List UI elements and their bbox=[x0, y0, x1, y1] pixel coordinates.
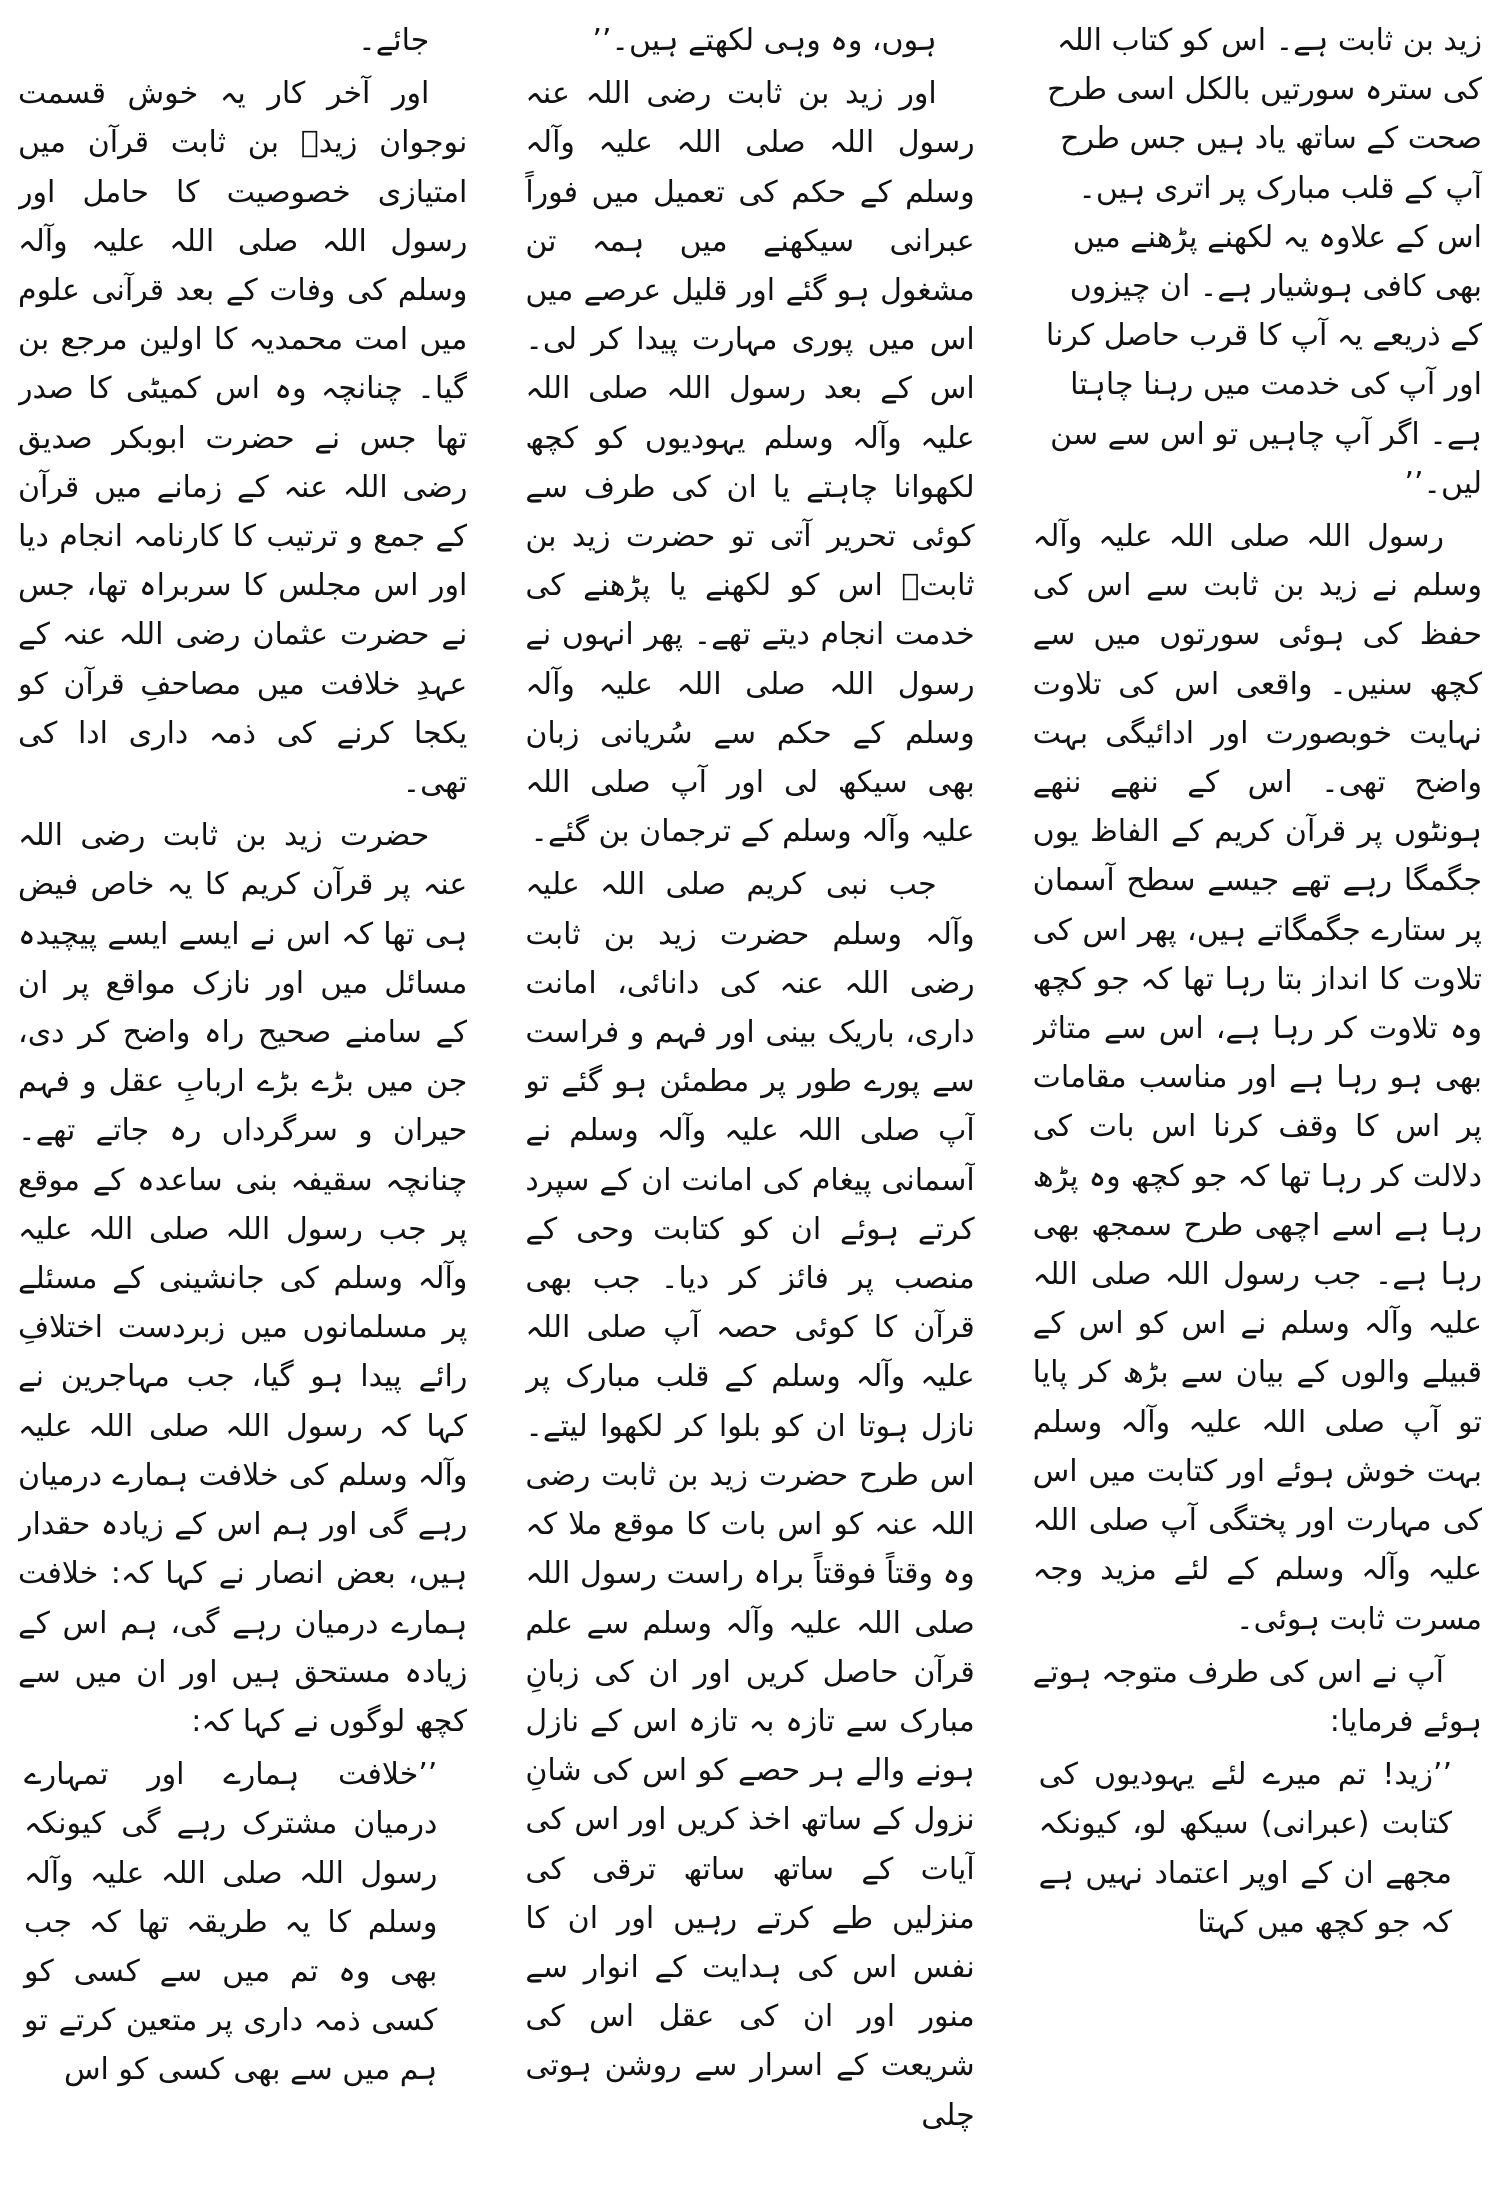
paragraph: ہوں، وہ وہی لکھتے ہیں۔’’ bbox=[592, 23, 937, 58]
page bbox=[18, 16, 1482, 2184]
quotation: ’’زید! تم میرے لئے یہودیوں کی کتابت (عبرانی) سیکھ لو، کیونکہ مجھے ان کے اوپر اعتماد نہیں ہے کہ جو کچھ میں کہتا bbox=[1038, 1757, 1452, 1940]
paragraph: جب نبی کریم صلی اللہ علیہ وآلہ وسلم حضرت زید بن ثابت رضی اللہ عنہ کی دانائی، امانت داری، باریک بینی اور فہم و فراست سے پورے طور پر مطمئن ہو گئے تو آپ صلی اللہ علیہ وآلہ وسلم نے آسمانی پیغام کی امانت ان کے سپرد کرتے ہوئے ان کو کتابت وحی کے منصب پر فائز کر دیا۔ جب بھی قرآن کا کوئی حصہ آپ صلی اللہ علیہ وآلہ وسلم کے قلب مبارک پر نازل ہوتا ان کو بلوا کر لکھوا لیتے۔ اس طرح حضرت زید بن ثابت رضی اللہ عنہ کو اس بات کا موقع ملا کہ وہ وقتاً فوقتاً براہ راست رسول اللہ صلی اللہ علیہ وآلہ وسلم سے علم قرآن حاصل کریں اور ان کی زبانِ مبارک سے تازہ بہ تازہ اس کے نازل ہونے والے ہر حصے کو اس کی شانِ نزول کے ساتھ اخذ کریں اور اس کی آیات کے ساتھ ساتھ ترقی کی منزلیں طے کرتے رہیں اور ان کا نفس اس کی ہدایت کے انوار سے منور اور ان کی عقل اس کی شریعت کے اسرار سے روشن ہوتی چلی bbox=[525, 867, 975, 2133]
paragraph: حضرت زید بن ثابت رضی اللہ عنہ پر قرآن کریم کا یہ خاص فیض ہی تھا کہ اس نے ایسے ایسے پیچیدہ مسائل میں اور نازک مواقع پر ان کے سامنے صحیح راہ واضح کر دی، جن میں بڑے بڑے اربابِ عقل و فہم حیران و سرگرداں رہ جاتے تھے۔ چنانچہ سقیفہ بنی ساعدہ کے موقع پر جب رسول اللہ صلی اللہ علیہ وآلہ وسلم کی جانشینی کے مسئلے پر مسلمانوں میں زبردست اختلافِ رائے پیدا ہو گیا، جب مہاجرین نے کہا کہ رسول اللہ صلی اللہ علیہ وآلہ وسلم کی خلافت ہمارے درمیان رہے گی اور ہم اس کے زیادہ حقدار ہیں، بعض انصار نے کہا کہ: خلافت ہمارے درمیان رہے گی، ہم اس کے زیادہ مستحق ہیں اور ان میں سے کچھ لوگوں نے کہا کہ: bbox=[18, 818, 468, 1739]
paragraph: اور آخر کار یہ خوش قسمت نوجوان زیدؓ بن ثابت قرآن میں امتیازی خصوصیت کا حامل اور رسول اللہ صلی اللہ علیہ وآلہ وسلم کی وفات کے بعد قرآنی علوم میں امت محمدیہ کا اولین مرجع بن گیا۔ چنانچہ وہ اس کمیٹی کا صدر تھا جس نے حضرت ابوبکر صدیق رضی اللہ عنہ کے زمانے میں قرآن کے جمع و ترتیب کا کارنامہ انجام دیا اور اس مجلس کا سربراہ تھا، جس نے حضرت عثمان رضی اللہ عنہ کے عہدِ خلافت میں مصاحفِ قرآن کو یکجا کرنے کی ذمہ داری ادا کی تھی۔ bbox=[18, 76, 468, 801]
paragraph: اور زید بن ثابت رضی اللہ عنہ رسول اللہ صلی اللہ علیہ وآلہ وسلم کے حکم کی تعمیل میں فوراً عبرانی سیکھنے میں ہمہ تن مشغول ہو گئے اور قلیل عرصے میں اس میں پوری مہارت پیدا کر لی۔ اس کے بعد رسول اللہ صلی اللہ علیہ وآلہ وسلم یہودیوں کو کچھ لکھوانا چاہتے یا ان کی طرف سے کوئی تحریر آتی تو حضرت زید بن ثابتؓ اس کو لکھنے یا پڑھنے کی خدمت انجام دیتے تھے۔ پھر انہوں نے رسول اللہ صلی اللہ علیہ وآلہ وسلم کے حکم سے سُریانی زبان بھی سیکھ لی اور آپ صلی اللہ علیہ وآلہ وسلم کے ترجمان بن گئے۔ bbox=[525, 76, 975, 850]
text-column-right bbox=[1033, 16, 1482, 2184]
text-column-middle bbox=[525, 16, 974, 2184]
paragraph: رسول اللہ صلی اللہ علیہ وآلہ وسلم نے زید بن ثابت سے اس کی حفظ کی ہوئی سورتوں میں سے کچھ سنیں۔ واقعی اس کی تلاوت نہایت خوبصورت اور ادائیگی بہت واضح تھی۔ اس کے ننھے ننھے ہونٹوں پر قرآن کریم کے الفاظ یوں جگمگا رہے تھے جیسے سطح آسمان پر ستارے جگمگاتے ہیں، پھر اس کی تلاوت کا انداز بتا رہا تھا کہ جو کچھ وہ تلاوت کر رہا ہے، اس سے متاثر بھی ہو رہا ہے اور مناسب مقامات پر اس کا وقف کرنا اس بات کی دلالت کر رہا تھا کہ جو کچھ وہ پڑھ رہا ہے اسے اچھی طرح سمجھ بھی رہا ہے۔ جب رسول اللہ صلی اللہ علیہ وآلہ وسلم نے اس کو اس کے قبیلے والوں کے بیان سے بڑھ کر پایا تو آپ صلی اللہ علیہ وآلہ وسلم بہت خوش ہوئے اور کتابت میں اس کی مہارت اور پختگی آپ صلی اللہ علیہ وآلہ وسلم کے لئے مزید وجہ مسرت ثابت ہوئی۔ bbox=[1032, 519, 1482, 1637]
text-column-left bbox=[18, 16, 467, 2184]
paragraph: زید بن ثابت ہے۔ اس کو کتاب اللہ کی سترہ سورتیں بالکل اسی طرح صحت کے ساتھ یاد ہیں جس طرح آپ کے قلب مبارک پر اتری ہیں۔ اس کے علاوہ یہ لکھنے پڑھنے میں بھی کافی ہوشیار ہے۔ ان چیزوں کے ذریعے یہ آپ کا قرب حاصل کرنا اور آپ کی خدمت میں رہنا چاہتا ہے۔ اگر آپ چاہیں تو اس سے سن لیں۔’’ bbox=[1045, 23, 1482, 501]
quotation: ’’خلافت ہمارے اور تمہارے درمیان مشترک رہے گی کیونکہ رسول اللہ صلی اللہ علیہ وآلہ وسلم کا یہ طریقہ تھا کہ جب بھی وہ تم میں سے کسی کو کسی ذمہ داری پر متعین کرتے تو ہم میں سے بھی کسی کو اس bbox=[24, 1757, 438, 2088]
paragraph: جائے۔ bbox=[358, 23, 430, 58]
paragraph: آپ نے اس کی طرف متوجہ ہوتے ہوئے فرمایا: bbox=[1032, 1654, 1482, 1739]
